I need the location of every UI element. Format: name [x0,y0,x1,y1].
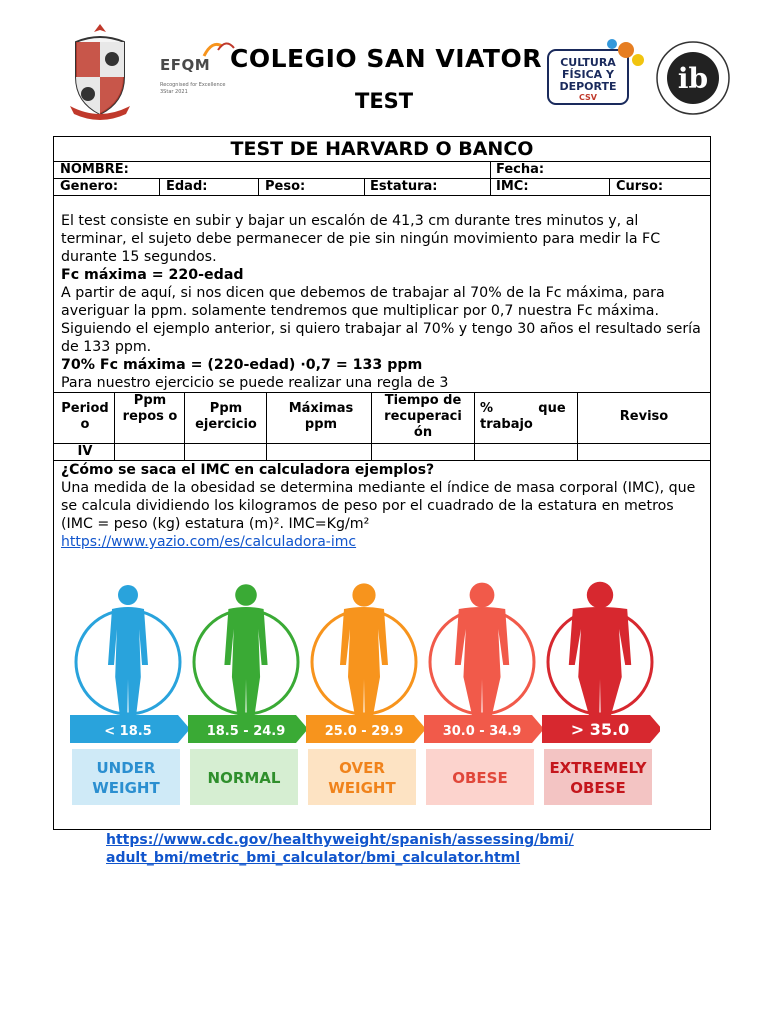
nombre-label[interactable]: NOMBRE: [60,162,129,177]
yazio-link[interactable]: https://www.yazio.com/es/calculadora-imc [61,534,357,550]
cdc-link-wrap [106,831,574,867]
doc-type: TEST [355,89,414,113]
th-porcentaje-trabajo: % que trabajo [480,401,571,432]
tennis-ball-icon [632,54,644,66]
bmi-label-line1-4: EXTREMELY [549,759,647,777]
cultura-line2: FÍSICA Y [561,68,615,81]
bmi-head-4 [587,582,613,608]
school-crest-logo [66,22,134,120]
th-ppm-reposo: Ppm repos o [122,393,178,424]
bmi-label-line2-0: WEIGHT [92,779,160,797]
explain-paragraph: A partir de aquí, si nos dicen que debemos de trabajar al 70% de la Fc máxima, para averiguar la ppm. solamente tendremos que multiplicar por 0,7 nuestra Fc máxima. Siguiendo el ejemplo anterior, si quiero trabajar al 70% y tengo 30 años el resultado sería de 133 ppm. [61,285,701,355]
th-tiempo-recuperacion: Tiempo de recuperaci ón [384,393,462,440]
cdc-link-line2[interactable]: adult_bmi/metric_bmi_calculator/bmi_calculator.html [106,850,521,866]
bmi-label-line1-2: OVER [339,759,385,777]
efqm-title: EFQM [160,56,211,74]
bmi-categories-figure [68,557,660,825]
intro-paragraph: El test consiste en subir y bajar un escalón de 41,3 cm durante tres minutos y, al terminar, el sujeto debe permanecer de pie sin ningún movimiento para medir la FC durante 15 segundos. [61,213,661,265]
cdc-link-line1[interactable]: https://www.cdc.gov/healthyweight/spanish/assessing/bmi/ [106,832,574,848]
page-header [0,0,768,135]
efqm-logo [160,38,240,100]
bmi-range-2: 25.0 - 29.9 [324,724,404,739]
fecha-label[interactable]: Fecha: [496,162,545,177]
school-name: COLEGIO SAN VIATOR [230,44,542,73]
bmi-label-line2-4: OBESE [570,779,626,797]
ball-icon [607,39,617,49]
bmi-range-1: 18.5 - 24.9 [206,724,286,739]
th-reviso: Reviso [619,409,669,424]
bmi-range-0: < 18.5 [104,724,152,739]
th-periodo: Period o [61,401,109,432]
bmi-range-4: > 35.0 [570,720,630,739]
imc-explanation: Una medida de la obesidad se determina mediante el índice de masa corporal (IMC), que se calcula dividiendo los kilogramos de peso por el cuadrado de la estatura en metros (IMC = peso (kg) estatura (m)². IMC=Kg/m² [61,480,696,532]
peso-label[interactable]: Peso: [265,179,306,194]
bmi-head-1 [235,584,257,606]
rule-of-three-text: Para nuestro ejercicio se puede realizar una regla de 3 [61,375,449,391]
basketball-icon [618,42,634,58]
bmi-head-0 [118,585,138,605]
bmi-label-line2-2: WEIGHT [328,779,396,797]
edad-label[interactable]: Edad: [166,179,208,194]
imc-question: ¿Cómo se saca el IMC en calculadora ejemplos? [61,462,435,478]
bmi-head-3 [470,583,495,608]
cultura-line1: CULTURA [560,56,616,69]
ib-world-school-logo [655,40,731,116]
bmi-label-line1-3: OBESE [452,769,508,787]
test-form-box [53,136,711,830]
th-maximas-ppm: Máximas ppm [288,401,354,432]
curso-label[interactable]: Curso: [616,179,664,194]
formula-fc-max: Fc máxima = 220-edad [61,267,244,283]
genero-label[interactable]: Genero: [60,179,119,194]
yazio-link-wrap [61,533,356,551]
bmi-label-line1-0: UNDER [96,759,156,777]
bmi-label-line1-1: NORMAL [207,769,281,787]
imc-label[interactable]: IMC: [496,179,529,194]
test-title: TEST DE HARVARD O BANCO [230,138,534,160]
efqm-subtitle: Recognised for Excellence 3Star 2021 [160,82,226,95]
row-periodo-value[interactable]: IV [77,444,93,459]
formula-70-percent: 70% Fc máxima = (220-edad) ·0,7 = 133 ppm [61,357,423,373]
bmi-head-2 [352,583,375,606]
ib-letters: ib [677,62,709,95]
bmi-range-3: 30.0 - 34.9 [442,724,522,739]
cultura-line3: DEPORTE [559,80,617,93]
cultura-fisica-deporte-logo [546,36,646,106]
th-ppm-ejercicio: Ppm ejercicio [195,401,257,432]
estatura-label[interactable]: Estatura: [370,179,438,194]
cultura-line4: CSV [579,93,597,102]
